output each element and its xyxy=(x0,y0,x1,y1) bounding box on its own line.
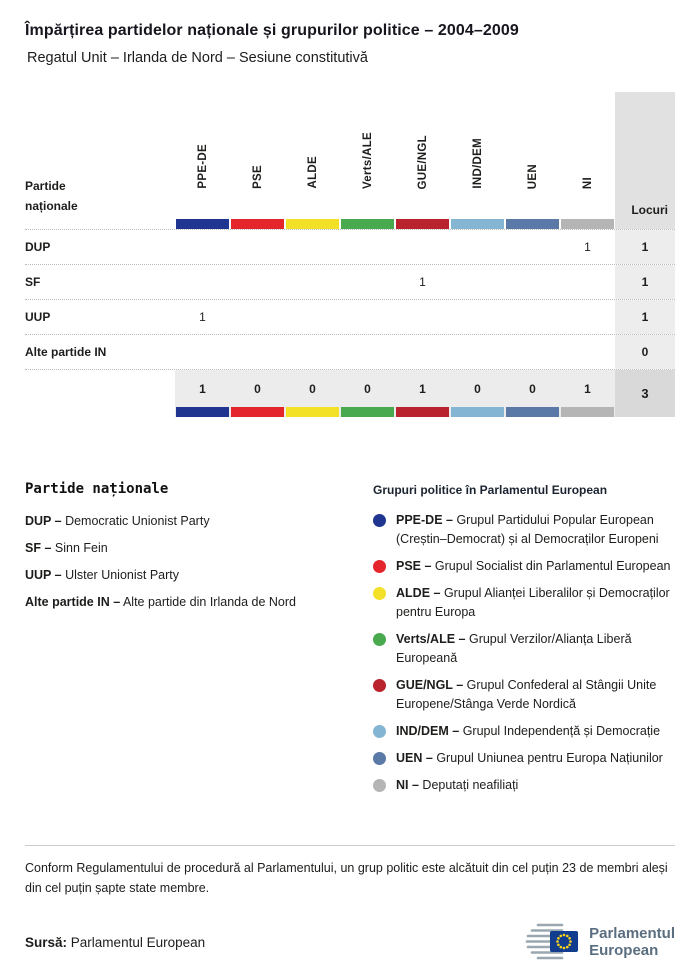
legend-group-alde: ALDE – Grupul Alianței Liberalilor și Democraților pentru Europa xyxy=(373,584,675,622)
ni-color-dot xyxy=(373,779,386,792)
seat-cell xyxy=(340,335,395,369)
seats-total-cell: 1 xyxy=(615,300,675,334)
alde-color-dot xyxy=(373,587,386,600)
national-parties-legend xyxy=(25,481,373,803)
seats-total-cell: 1 xyxy=(615,265,675,299)
total-cell-ni: 1 xyxy=(560,370,615,417)
parties-legend-title: Partide naționale xyxy=(25,481,169,497)
seat-cell xyxy=(230,335,285,369)
group-color-bar xyxy=(231,407,284,417)
seat-cell xyxy=(285,335,340,369)
group-color-bar xyxy=(561,219,614,229)
seat-cell xyxy=(395,335,450,369)
ep-logo-wordmark: Parlamentul European xyxy=(589,924,675,959)
seat-cell xyxy=(395,230,450,264)
table-row-alte-partide xyxy=(25,334,675,369)
seat-cell xyxy=(505,265,560,299)
legend-group-gue-ngl: GUE/NGL – Grupul Confederal al Stângii Unite Europene/Stânga Verde Nordică xyxy=(373,676,675,714)
seat-cell xyxy=(285,230,340,264)
group-color-bar xyxy=(396,407,449,417)
party-name: Alte partide IN xyxy=(25,345,107,359)
legend-group-uen: UEN – Grupul Uniunea pentru Europa Națiunilor xyxy=(373,749,675,768)
political-groups-legend xyxy=(373,481,675,803)
seat-cell xyxy=(560,265,615,299)
column-header-ind-dem xyxy=(450,92,505,229)
group-color-bar xyxy=(506,407,559,417)
seat-cell: 1 xyxy=(419,275,426,289)
total-cell-ind-dem: 0 xyxy=(450,370,505,417)
gue-ngl-color-dot xyxy=(373,679,386,692)
column-label: ALDE xyxy=(306,156,319,189)
column-label: PPE-DE xyxy=(196,144,209,189)
seat-cell xyxy=(340,300,395,334)
table-header-row xyxy=(25,92,675,229)
total-cell-gue-ngl: 1 xyxy=(395,370,450,417)
seat-cell xyxy=(230,265,285,299)
group-color-bar xyxy=(341,407,394,417)
source-row xyxy=(25,922,675,962)
column-header-seats: Locuri xyxy=(615,92,675,229)
seat-cell xyxy=(395,300,450,334)
seat-cell xyxy=(450,335,505,369)
column-header-ppe-de xyxy=(175,92,230,229)
column-label: IND/DEM xyxy=(471,138,484,189)
group-color-bar xyxy=(506,219,559,229)
legend-party-sf: SF – Sinn Fein xyxy=(25,540,108,555)
group-color-bar xyxy=(176,219,229,229)
legend-party-alte: Alte partide IN – Alte partide din Irlanda de Nord xyxy=(25,594,296,609)
legend-group-ppe-de: PPE-DE – Grupul Partidului Popular European (Creștin–Democrat) și al Democraților Europeni xyxy=(373,511,675,549)
european-parliament-logo xyxy=(524,922,675,962)
row-header-label: Partide naționale xyxy=(25,179,78,214)
seat-cell xyxy=(230,230,285,264)
seat-cell xyxy=(450,300,505,334)
group-color-bar xyxy=(176,407,229,417)
seats-total-cell: 0 xyxy=(615,335,675,369)
party-name: SF xyxy=(25,275,41,289)
verts-ale-color-dot xyxy=(373,633,386,646)
group-color-bar xyxy=(451,219,504,229)
table-row-dup xyxy=(25,229,675,264)
total-cell-verts-ale: 0 xyxy=(340,370,395,417)
legend-group-ni: NI – Deputați neafiliați xyxy=(373,776,675,795)
seat-cell: 1 xyxy=(584,240,591,254)
total-cell-alde: 0 xyxy=(285,370,340,417)
column-header-verts-ale xyxy=(340,92,395,229)
column-header-alde xyxy=(285,92,340,229)
column-label: Verts/ALE xyxy=(361,131,374,189)
total-cell-ppe-de: 1 xyxy=(175,370,230,417)
group-color-bar xyxy=(341,219,394,229)
seat-cell xyxy=(560,300,615,334)
seats-table xyxy=(25,92,675,417)
legend-group-ind-dem: IND/DEM – Grupul Independență și Democrație xyxy=(373,722,675,741)
grand-total-seats: 3 xyxy=(615,370,675,417)
seat-cell xyxy=(505,300,560,334)
column-label: PSE xyxy=(251,165,264,189)
uen-color-dot xyxy=(373,752,386,765)
column-label: GUE/NGL xyxy=(416,134,429,189)
procedural-note: Conform Regulamentului de procedură al Parlamentului, un grup politic este alcătuit din cel puțin 23 de membri aleși din cel puțin șapte state membre. xyxy=(25,845,675,898)
seat-cell xyxy=(230,300,285,334)
group-color-bar xyxy=(451,407,504,417)
seat-cell: 1 xyxy=(199,310,206,324)
source-value: Parlamentul European xyxy=(70,934,206,950)
seat-cell xyxy=(285,265,340,299)
legend-party-dup: DUP – Democratic Unionist Party xyxy=(25,514,210,528)
group-color-bar xyxy=(396,219,449,229)
legend-party-uup: UUP – Ulster Unionist Party xyxy=(25,567,180,582)
column-label: NI xyxy=(581,176,594,189)
column-label: UEN xyxy=(526,163,539,189)
table-totals-row xyxy=(25,369,675,417)
seat-cell xyxy=(285,300,340,334)
group-color-bar xyxy=(286,407,339,417)
group-color-bar xyxy=(231,219,284,229)
ind-dem-color-dot xyxy=(373,725,386,738)
page-subtitle: Regatul Unit – Irlanda de Nord – Sesiune constitutivă xyxy=(27,50,368,66)
seat-cell xyxy=(175,335,230,369)
totals-spacer xyxy=(25,370,175,417)
party-name: UUP xyxy=(25,310,51,324)
column-header-gue-ngl xyxy=(395,92,450,229)
group-color-bar xyxy=(561,407,614,417)
ppe-de-color-dot xyxy=(373,514,386,527)
seat-cell xyxy=(175,230,230,264)
ep-logo-icon xyxy=(524,922,580,962)
source-text xyxy=(25,935,205,950)
party-name: DUP xyxy=(25,240,51,254)
source-label: Sursă: xyxy=(25,934,68,950)
seat-cell xyxy=(560,335,615,369)
seats-total-cell: 1 xyxy=(615,230,675,264)
column-header-uen xyxy=(505,92,560,229)
table-row-sf xyxy=(25,264,675,299)
seat-cell xyxy=(450,265,505,299)
page-title: Împărțirea partidelor naționale și grupurilor politice – 2004–2009 xyxy=(25,22,519,39)
seat-cell xyxy=(175,265,230,299)
pse-color-dot xyxy=(373,560,386,573)
seat-cell xyxy=(450,230,505,264)
legend-group-pse: PSE – Grupul Socialist din Parlamentul European xyxy=(373,557,675,576)
group-color-bar xyxy=(286,219,339,229)
column-header-ni xyxy=(560,92,615,229)
legend-section xyxy=(25,481,675,803)
total-cell-uen: 0 xyxy=(505,370,560,417)
groups-legend-title: Grupuri politice în Parlamentul European xyxy=(373,483,608,497)
seat-cell xyxy=(505,230,560,264)
total-cell-pse: 0 xyxy=(230,370,285,417)
seat-cell xyxy=(340,230,395,264)
seat-cell xyxy=(505,335,560,369)
table-row-uup xyxy=(25,299,675,334)
column-header-pse xyxy=(230,92,285,229)
legend-group-verts-ale: Verts/ALE – Grupul Verzilor/Alianța Liberă Europeană xyxy=(373,630,675,668)
seat-cell xyxy=(340,265,395,299)
